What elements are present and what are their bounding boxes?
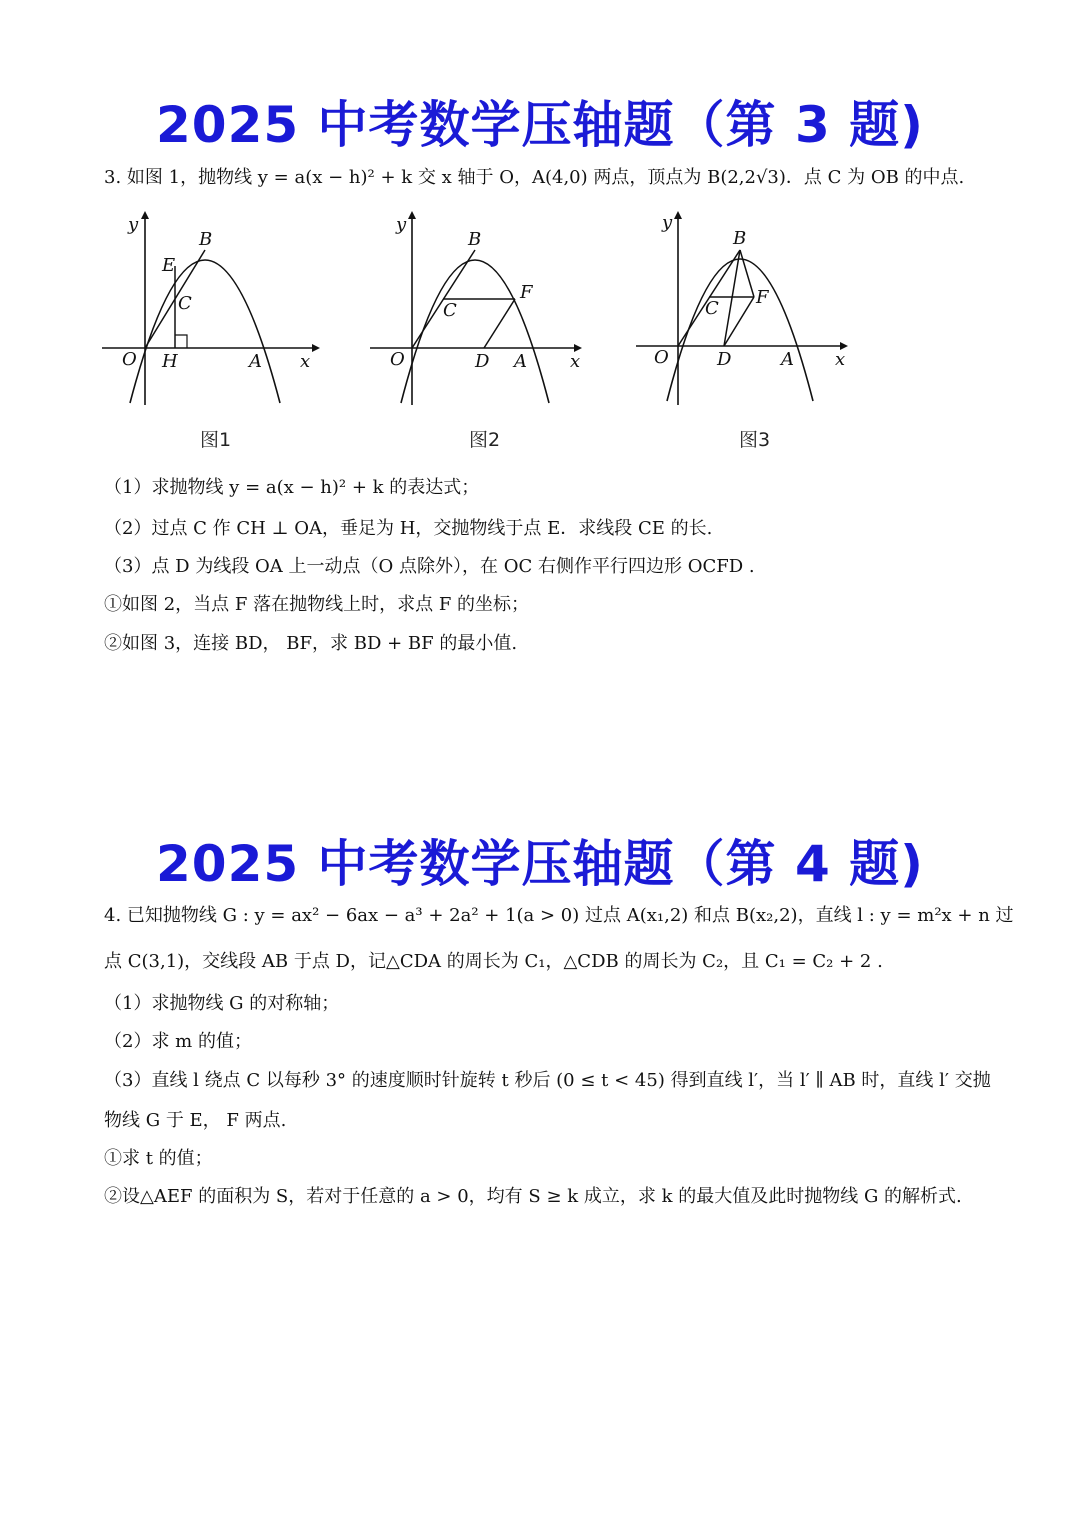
label-x: x <box>570 351 581 372</box>
figure-3-caption: 图3 <box>739 429 771 451</box>
problem-4-question-3-line-1: （3）直线 l 绕点 C 以每秒 3° 的速度顺时针旋转 t 秒后 (0 ≤ t < 45) 得到直线 l′，当 l′ ∥ AB 时，直线 l′ 交抛 <box>104 1070 991 1091</box>
label-c: C <box>443 300 457 321</box>
problem-3-question-3: （3）点 D 为线段 OA 上一动点（O 点除外），在 OC 右侧作平行四边形 OCFD . <box>104 556 755 577</box>
label-f: F <box>520 282 533 303</box>
label-c: C <box>705 298 719 319</box>
label-e: E <box>162 255 176 276</box>
y-axis-arrow <box>408 211 416 219</box>
label-y: y <box>662 212 673 233</box>
label-b: B <box>468 229 482 250</box>
problem-4-intro-line-1: 4. 已知抛物线 G : y = ax² − 6ax − a³ + 2a² + 1(a > 0) 过点 A(x₁,2) 和点 B(x₂,2)，直线 l : y = m²x + n 过 <box>104 905 1014 926</box>
figure-2-caption: 图2 <box>469 429 501 451</box>
right-angle-mark <box>175 335 187 348</box>
y-axis-arrow <box>674 211 682 219</box>
problem-3-question-3a: ①如图 2，当点 F 落在抛物线上时，求点 F 的坐标； <box>104 594 530 615</box>
figure-3-graph <box>632 205 854 410</box>
x-axis-arrow <box>312 344 320 352</box>
label-o: O <box>654 347 669 368</box>
label-o: O <box>122 349 137 370</box>
problem-4-intro-line-2: 点 C(3,1)，交线段 AB 于点 D，记△CDA 的周长为 C₁，△CDB 的周长为 C₂，且 C₁ = C₂ + 2 . <box>104 951 883 972</box>
problem-4-question-3a: ①求 t 的值； <box>104 1148 213 1169</box>
label-h: H <box>162 351 178 372</box>
label-a: A <box>514 351 527 372</box>
segment-bf <box>740 250 754 297</box>
figure-1 <box>98 205 320 410</box>
label-d: D <box>717 349 732 370</box>
label-y: y <box>128 214 139 235</box>
figure-2-graph <box>366 205 588 410</box>
problem-3-title: 2025 中考数学压轴题（第 3 题) <box>155 96 925 154</box>
segment-fd <box>484 299 515 348</box>
problem-4-question-3b: ②设△AEF 的面积为 S，若对于任意的 a > 0，均有 S ≥ k 成立，求 k 的最大值及此时抛物线 G 的解析式. <box>104 1186 962 1207</box>
problem-4-question-3-line-2: 物线 G 于 E， F 两点. <box>104 1110 287 1131</box>
label-b: B <box>199 229 213 250</box>
y-axis-arrow <box>141 211 149 219</box>
figure-1-graph <box>98 205 320 410</box>
label-f: F <box>756 287 769 308</box>
label-b: B <box>733 228 747 249</box>
label-d: D <box>475 351 490 372</box>
problem-3-question-3b: ②如图 3，连接 BD， BF，求 BD + BF 的最小值. <box>104 633 518 654</box>
problem-4-title: 2025 中考数学压轴题（第 4 题) <box>155 835 925 893</box>
problem-4-question-1: （1）求抛物线 G 的对称轴； <box>104 993 340 1014</box>
label-a: A <box>249 351 262 372</box>
figure-2 <box>366 205 588 410</box>
problem-3-intro: 3. 如图 1，抛物线 y = a(x − h)² + k 交 x 轴于 O，A(4,0) 两点，顶点为 B(2,2√3)．点 C 为 OB 的中点. <box>104 167 965 188</box>
parabola <box>130 260 280 403</box>
label-c: C <box>178 293 192 314</box>
label-y: y <box>396 214 407 235</box>
problem-3-question-2: （2）过点 C 作 CH ⊥ OA，垂足为 H，交抛物线于点 E．求线段 CE 的长. <box>104 518 713 539</box>
label-x: x <box>835 349 846 370</box>
figure-1-caption: 图1 <box>200 429 232 451</box>
label-a: A <box>781 349 794 370</box>
figure-3 <box>632 205 854 410</box>
label-o: O <box>390 349 405 370</box>
problem-4-question-2: （2）求 m 的值； <box>104 1031 252 1052</box>
label-x: x <box>300 351 311 372</box>
problem-3-question-1: （1）求抛物线 y = a(x − h)² + k 的表达式； <box>104 477 480 498</box>
